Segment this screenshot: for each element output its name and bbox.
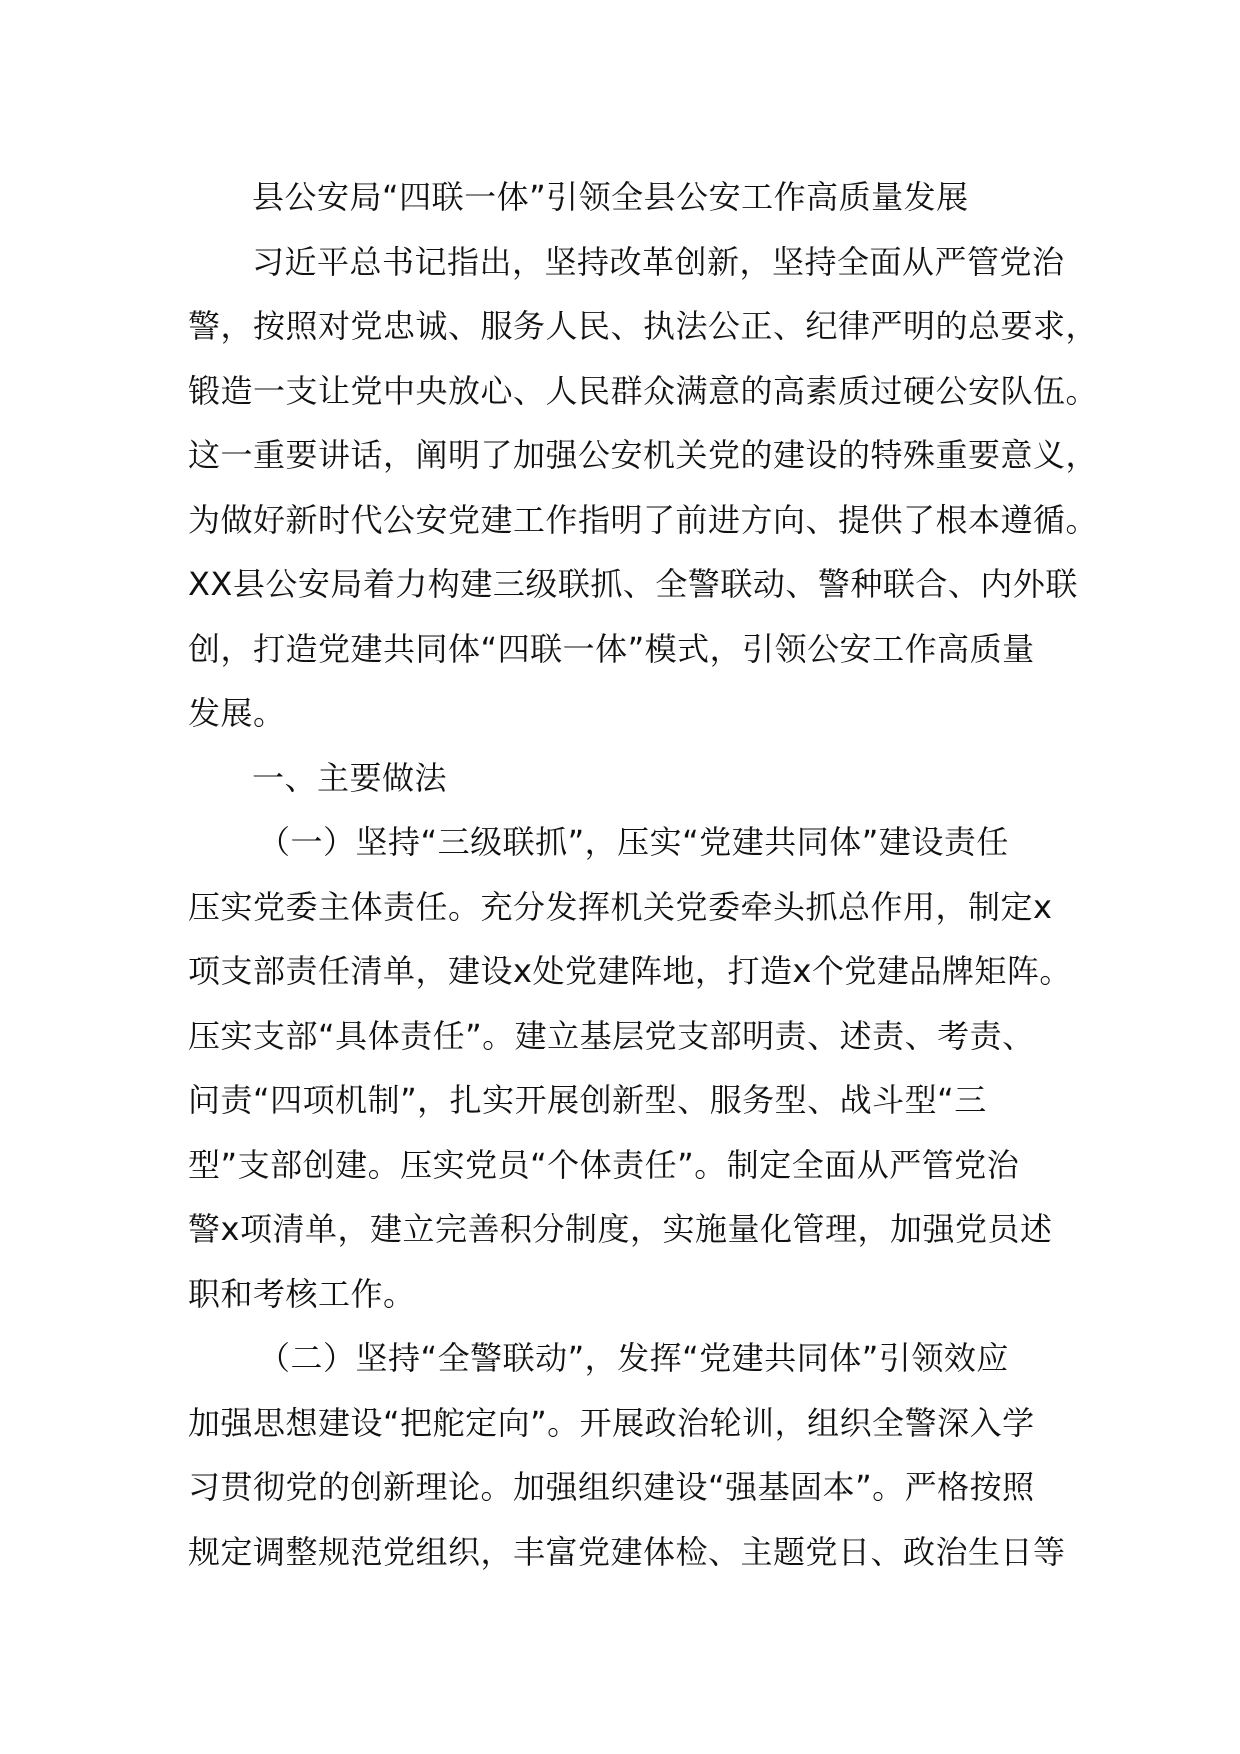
subsection-heading: （二）坚持“全警联动”，发挥“党建共同体”引领效应: [258, 1339, 1009, 1377]
paragraph-line: 压实支部“具体责任”。建立基层党支部明责、述责、考责、: [188, 1016, 1035, 1055]
paragraph-line: 加强思想建设“把舵定向”。开展政治轮训，组织全警深入学: [188, 1403, 1035, 1442]
paragraph-line: 锻造一支让党中央放心、人民群众满意的高素质过硬公安队伍。: [188, 371, 1099, 410]
paragraph-line: 发展。: [188, 694, 286, 732]
paragraph-line: 为做好新时代公安党建工作指明了前进方向、提供了根本遵循。: [188, 500, 1099, 539]
paragraph-line: 压实党委主体责任。充分发挥机关党委牵头抓总作用，制定x: [188, 887, 1053, 926]
paragraph-line: 这一重要讲话，阐明了加强公安机关党的建设的特殊重要意义，: [188, 436, 1099, 474]
subsection-heading: （一）坚持“三级联抓”，压实“党建共同体”建设责任: [258, 823, 1009, 861]
document-title: 县公安局“四联一体”引领全县公安工作高质量发展: [252, 178, 969, 216]
paragraph-line: 问责“四项机制”，扎实开展创新型、服务型、战斗型“三: [188, 1081, 987, 1119]
paragraph-line: 习近平总书记指出，坚持改革创新，坚持全面从严管党治: [252, 242, 1065, 281]
paragraph-line: 警，按照对党忠诚、服务人民、执法公正、纪律严明的总要求，: [188, 307, 1099, 345]
paragraph-line: 规定调整规范党组织，丰富党建体检、主题党日、政治生日等: [188, 1532, 1066, 1571]
paragraph-line: 项支部责任清单，建设x处党建阵地，打造x个党建品牌矩阵。: [188, 952, 1072, 990]
paragraph-line: 型”支部创建。压实党员“个体责任”。制定全面从严管党治: [188, 1145, 1020, 1184]
paragraph-line: 创，打造党建共同体“四联一体”模式，引领公安工作高质量: [188, 629, 1035, 668]
paragraph-line: 职和考核工作。: [188, 1274, 416, 1313]
document-body: [188, 165, 1099, 1584]
section-heading: 一、主要做法: [252, 758, 448, 797]
paragraph-line: 警x项清单，建立完善积分制度，实施量化管理，加强党员述: [188, 1210, 1053, 1248]
paragraph-line: XX县公安局着力构建三级联抓、全警联动、警种联合、内外联: [188, 565, 1078, 603]
paragraph-line: 习贯彻党的创新理论。加强组织建设“强基固本”。严格按照: [188, 1468, 1035, 1506]
